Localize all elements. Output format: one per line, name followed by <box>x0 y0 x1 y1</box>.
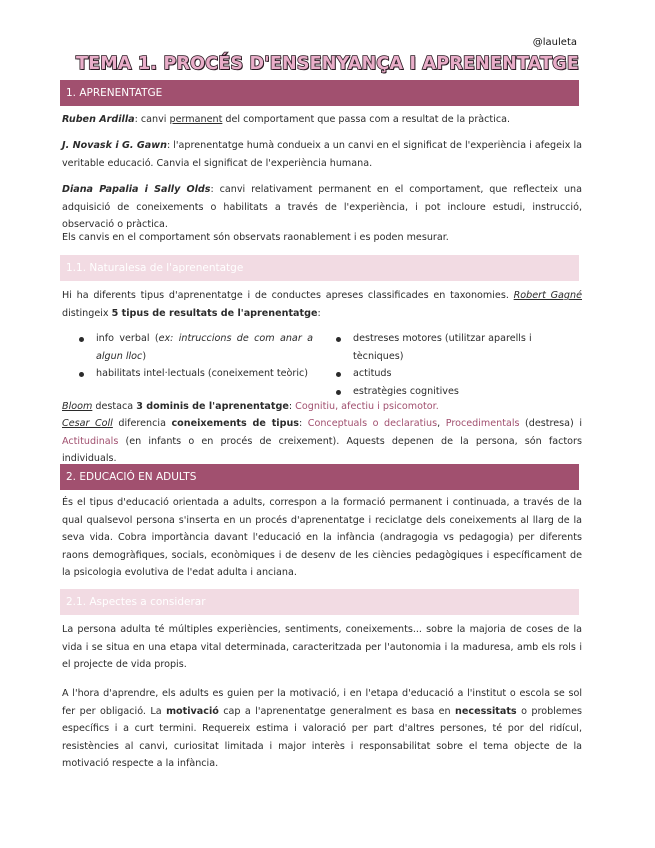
paragraph-bloom <box>62 398 582 416</box>
paragraph-text: : <box>288 401 296 412</box>
paragraph-text: , <box>437 418 446 429</box>
definition-novask-gawn <box>62 137 582 172</box>
paragraph-text: A l'hora d'aprendre, els adults es guien per la motivació, i en l'etapa d'educació a l'institut o escola se sol fer per obligació. La <box>62 688 582 717</box>
bold-phrase: coneixements de tipus <box>171 418 299 429</box>
list-item <box>77 330 313 365</box>
paragraph-text: Hi ha diferents tipus d'aprenentatge i de conductes apreses classificades en taxonomies. <box>62 290 514 301</box>
bold-phrase: necessitats <box>455 705 517 717</box>
subsection-heading-aspectes: 2.1. Aspectes a considerar <box>60 589 579 615</box>
list-item: actituds <box>334 365 584 383</box>
paragraph-text: o problemes específics i a curt termini. Requereix estima i valoració per part d'altres persones, té por del ridícul, resistències al canvi, curiositat limitada i major interès i responsabilitat sobre el tema objecte de la motivació respecte a la infància. <box>62 705 582 770</box>
list-item-text: habilitats intel·lectuals (coneixement teòric) <box>96 368 309 380</box>
author-handle: @lauleta <box>532 37 577 48</box>
section-heading-aprenentatge: 1. APRENENTATGE <box>60 80 579 106</box>
list-item: estratègies cognitives <box>334 383 584 401</box>
subsection-heading-naturalesa: 1.1. Naturalesa de l'aprenentatge <box>60 255 579 281</box>
list-item: destreses motores (utilitzar aparells i tècniques) <box>334 330 584 365</box>
paragraph-gagne <box>62 287 582 322</box>
knowledge-type: Procedimentals <box>445 418 520 429</box>
author-name: J. Novask i G. Gawn <box>62 140 167 151</box>
paragraph-text: : <box>317 307 321 319</box>
paragraph-canvis: Els canvis en el comportament són observats raonablement i es poden mesurar. <box>62 232 449 243</box>
learning-results-list-left <box>77 330 313 383</box>
paragraph-text: (destresa) i <box>519 418 582 429</box>
paragraph-text: cap a l'aprenentatge generalment es basa en <box>218 705 456 717</box>
paragraph-motivacio <box>62 685 582 773</box>
paragraph-text: (en infants o en procés de creixement). Aquests depenen de la persona, són factors individuals. <box>62 435 582 465</box>
knowledge-type: Conceptuals o declaratius <box>307 418 438 429</box>
definition-text: del comportament que passa com a resultat de la pràctica. <box>222 114 511 125</box>
knowledge-type: Actitudinals <box>62 435 119 447</box>
bold-phrase: 3 dominis de l'aprenentatge <box>136 401 289 412</box>
list-item-example: ex: intruccions de com anar a algun lloc <box>96 333 313 362</box>
list-item <box>77 365 313 383</box>
definition-text: : canvi <box>134 114 170 125</box>
author-gagne: Robert Gagné <box>513 290 583 301</box>
definition-papalia-olds <box>62 181 582 234</box>
page-title: TEMA 1. PROCÉS D'ENSENYANÇA I APRENENTATGE <box>76 54 579 74</box>
learning-results-list-right <box>334 330 584 400</box>
definition-text: : l'aprenentatge humà condueix a un canvi en el significat de l'experiència i afegeix la veritable educació. Canvia el significat de l'experiència humana. <box>62 140 582 169</box>
paragraph-text: distingeix <box>62 307 112 319</box>
paragraph-persona-adulta: La persona adulta té múltiples experiències, sentiments, coneixements... sobre la majoria de coses de la vida i se situa en una etapa vital determinada, caracteritzada per l'autonomia i la maduresa, amb els rols i el projecte de vida propis. <box>62 624 582 671</box>
keyword-permanent: permanent <box>169 114 223 125</box>
bloom-domains: Cognitiu, afectiu i psicomotor. <box>295 401 439 412</box>
bold-phrase: motivació <box>166 705 219 717</box>
bold-phrase: 5 tipus de resultats de l'aprenentatge <box>111 307 318 319</box>
author-bloom: Bloom <box>62 401 93 412</box>
list-item-text: info verbal ( <box>96 333 159 344</box>
paragraph-text: destaca <box>92 401 137 412</box>
definition-ardilla <box>62 111 582 129</box>
paragraph-educacio-adults: És el tipus d'educació orientada a adults, correspon a la formació permanent i continuada, a través de la qual qualsevol persona s'inserta en un procés d'aprenentatge i reciclatge dels coneixements al llarg de la seva vida. Cobra importància davant l'educació en la infància (andragogia vs pedagogia) per diferents raons demogràfiques, socials, econòmiques i de desenv de les ciències pedagògiques i específicament de la psicologia evolutiva de l'edat adulta i anciana. <box>62 497 582 579</box>
author-name: Diana Papalia i Sally Olds <box>62 184 211 195</box>
paragraph-text: diferencia <box>112 418 172 429</box>
paragraph-text: : <box>299 418 308 429</box>
section-heading-educacio-adults: 2. EDUCACIÓ EN ADULTS <box>60 464 579 490</box>
author-coll: Cesar Coll <box>62 418 113 429</box>
author-name: Ruben Ardilla <box>62 114 135 125</box>
list-item-text: ) <box>142 350 147 362</box>
definition-text: : canvi relativament permanent en el comportament, que reflecteix una adquisició de coneixements o habilitats a través de l'experiència, i pot incloure estudi, instrucció, observació o pràctica. <box>62 184 582 231</box>
paragraph-coll <box>62 415 582 468</box>
